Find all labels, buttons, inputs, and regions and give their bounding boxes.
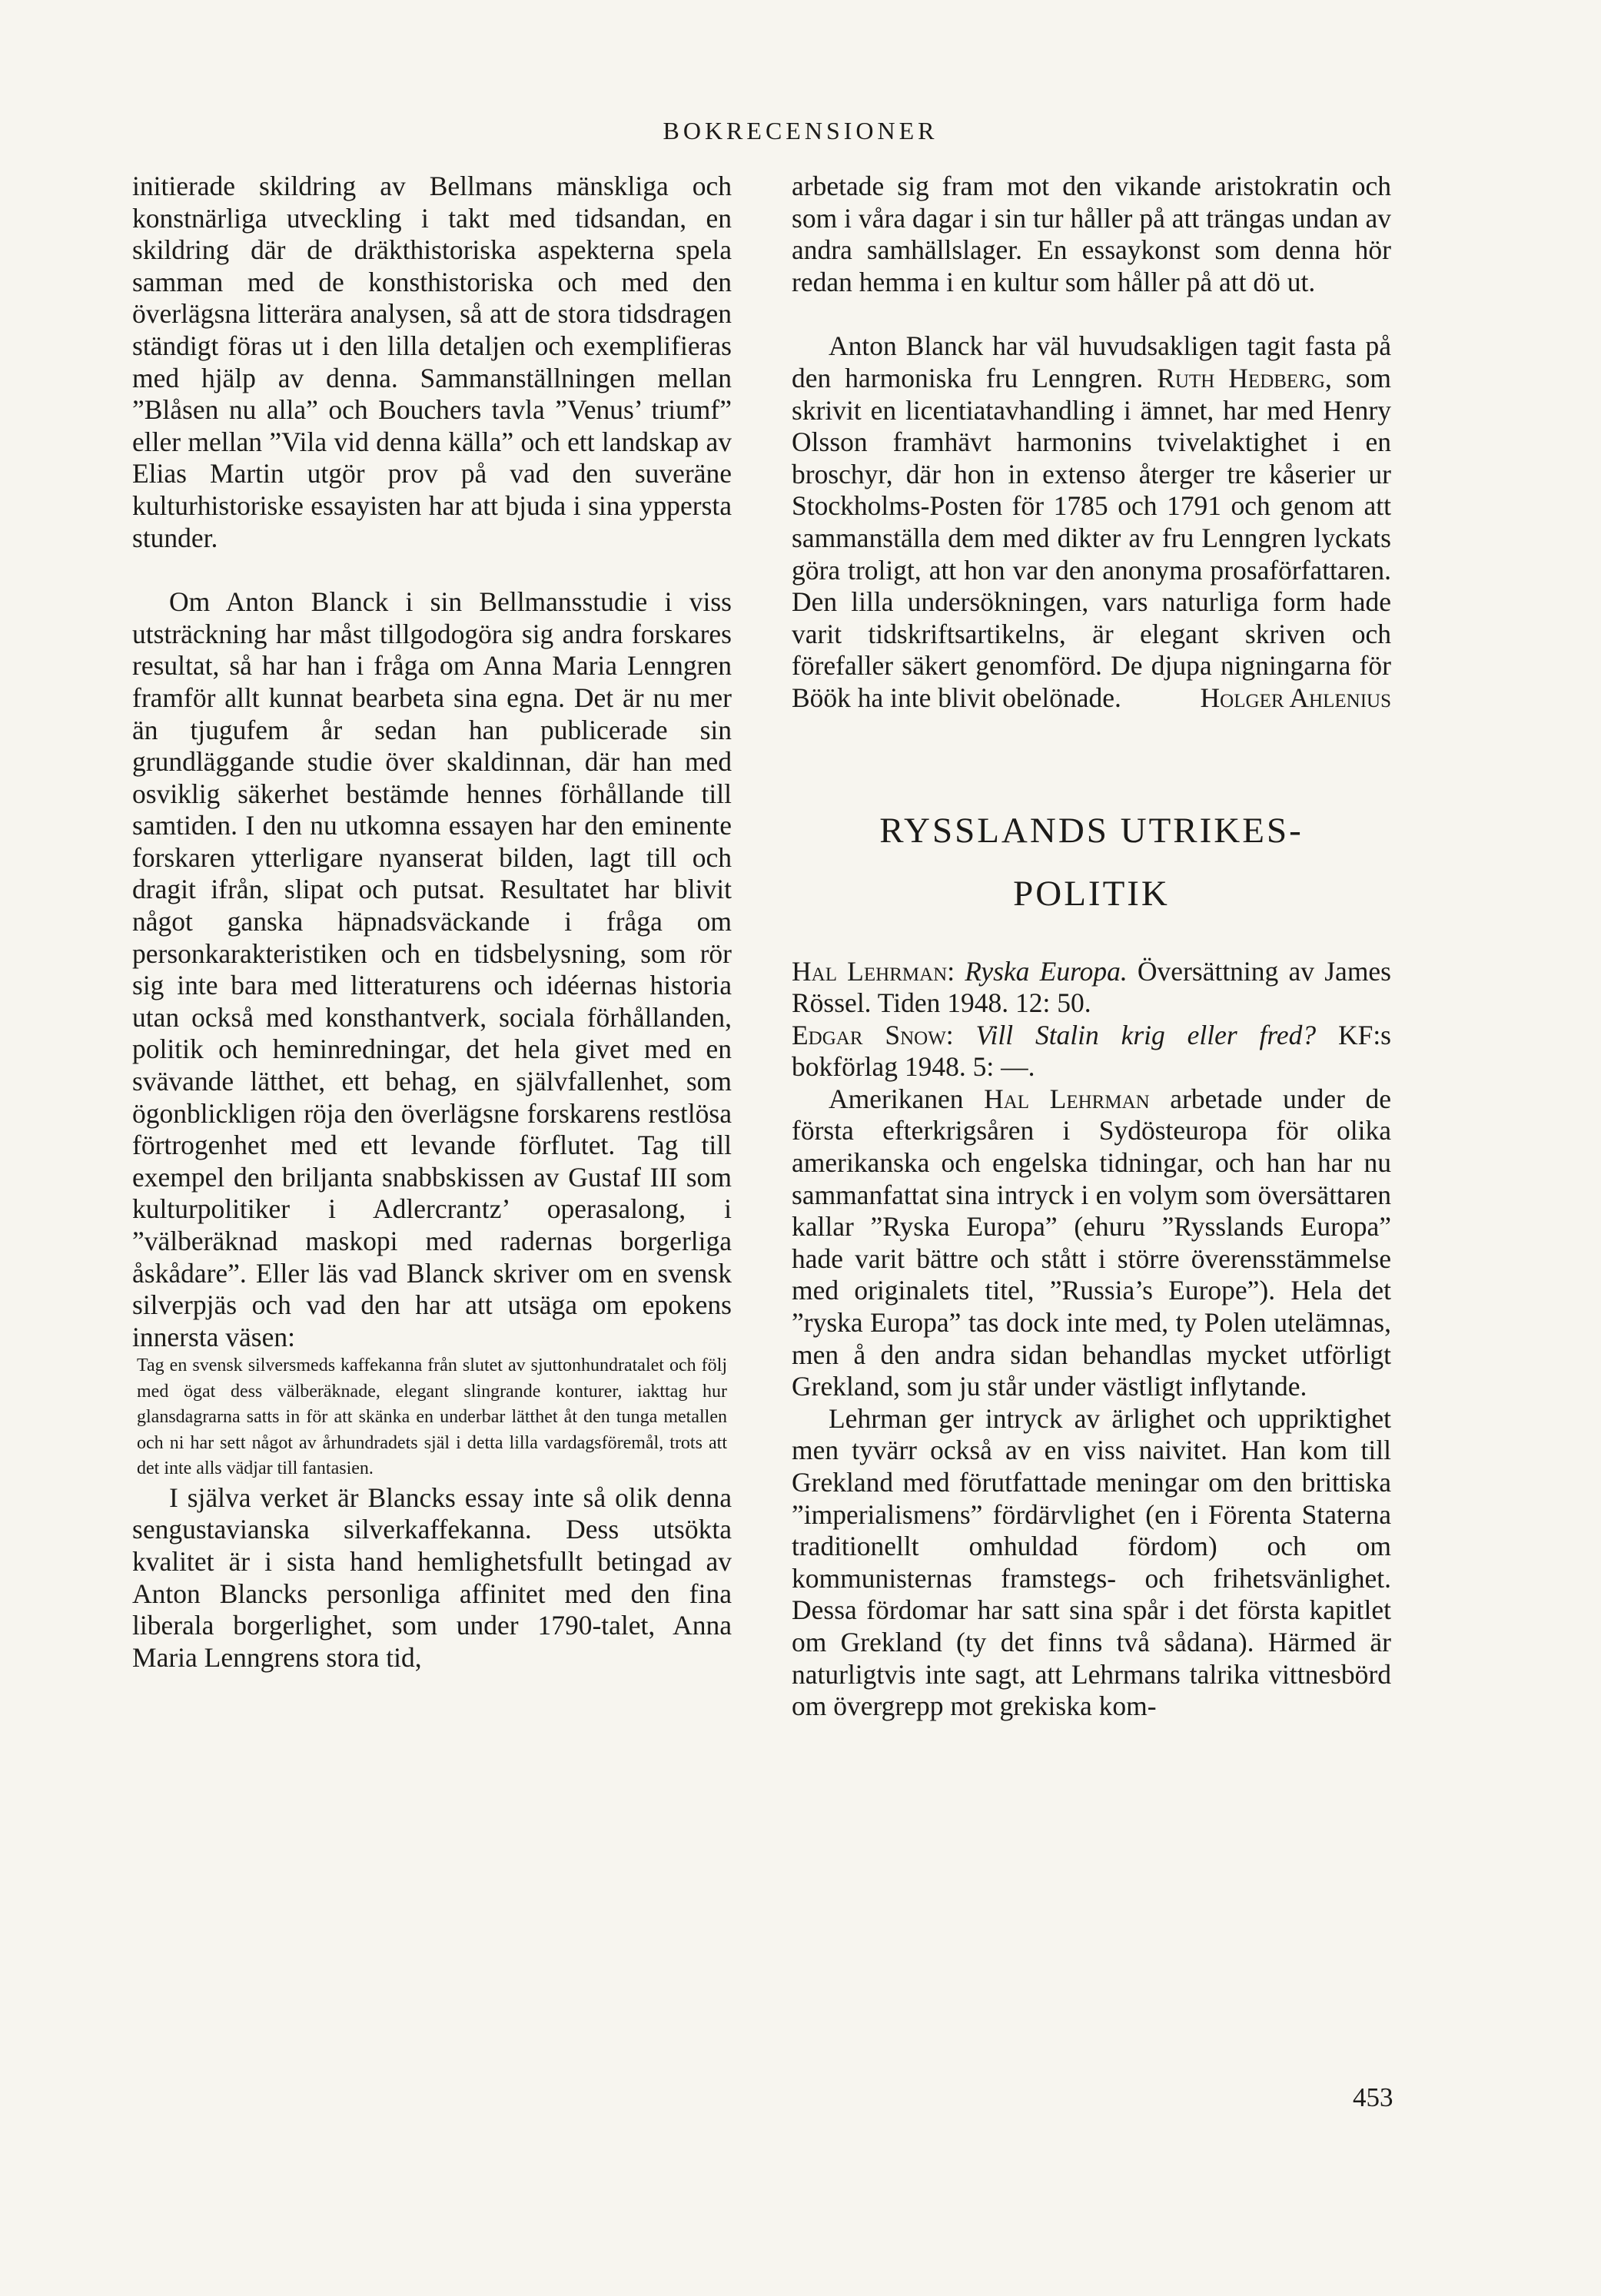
section-title-line: POLITIK xyxy=(1013,873,1170,914)
book-author: Edgar Snow xyxy=(792,1019,946,1050)
bibliographic-entry: Hal Lehrman: Ryska Europa. Översättning av James Rössel. Tiden 1948. 12: 50. xyxy=(792,955,1391,1019)
running-head: BOKRECENSIONER xyxy=(663,117,938,144)
book-title: Vill Stalin krig eller fred? xyxy=(975,1019,1317,1050)
section-title-line: RYSSLANDS UTRIKES- xyxy=(879,810,1304,851)
book-details: KF:s bokförlag 1948. 5: —. xyxy=(792,1019,1391,1083)
paragraph xyxy=(792,330,1391,714)
block-quote: Tag en svensk silversmeds kaffekanna från slutet av sjuttonhundratalet och följ med ögat dess välberäknade, elegant slingrande konturer, iakttag hur glansdagrarna satts in för att skänka en underbar lätthet åt den tunga metallen och ni har sett något av århundradets själ i detta lilla vardagsföremål, trots att det inte alls vädjar till fantasien. xyxy=(137,1355,727,1479)
page-number: 453 xyxy=(1353,2082,1393,2112)
bibliographic-entry: Edgar Snow: Vill Stalin krig eller fred? KF:s bokförlag 1948. 5: —. xyxy=(792,1019,1391,1083)
author-name: Hal Lehrman xyxy=(984,1083,1150,1114)
book-title: Ryska Europa. xyxy=(965,955,1128,987)
left-column xyxy=(132,171,732,1674)
paragraph-text: Anton Blanck har väl huvudsakligen tagit fasta på den harmoniska fru Lenngren. xyxy=(792,330,1391,393)
paragraph: initierade skildring av Bellmans mänskliga och konstnärliga utveckling i takt med tidsandan, en skildring där de dräkthistoriska aspekterna spela samman med de konsthistoriska och med den överlägsna litterära analysen, så att de stora tidsdragen ständigt föras ut i den lilla detaljen och exemplifieras med hjälp av denna. Sammanställningen mellan ”Blåsen nu alla” och Bouchers tavla ”Venus’ triumf” eller mellan ”Vila vid denna källa” och ett landskap av Elias Martin utgör prov på vad den suveräne kulturhistoriske essayisten har att bjuda i sina yppersta stunder. xyxy=(132,171,732,553)
paragraph-text: arbetade under de första efterkrigsåren i Sydösteuropa för olika amerikanska och engelska tidningar, och han har nu sammanfattat sina intryck i en volym som översättaren kallar ”Ryska Europa” (ehuru ”Rysslands Europa” hade varit bättre och stått i större överensstämmelse med originalets titel, ”Russia’s Europe”). Hela det ”ryska Europa” tas dock inte med, ty Polen utelämnas, men å den andra sidan behandlas mycket utförligt Grekland, som ju står under västligt inflytande. xyxy=(792,1083,1392,1402)
paragraph: arbetade sig fram mot den vikande aristokratin och som i våra dagar i sin tur håller på att trängas undan av andra samhällslager. En essaykonst som denna hör redan hemma i en kultur som håller på att dö ut. xyxy=(792,171,1391,297)
paragraph: Om Anton Blanck i sin Bellmansstudie i viss utsträckning har måst tillgodogöra sig andra forskares resultat, så har han i fråga om Anna Maria Lenngren framför allt kunnat bearbeta sina egna. Det är nu mer än tjugufem år sedan han publicerade sin grundläggande studie över skaldinnan, där han med osviklig säkerhet bestämde hennes förhållande till samtiden. I den nu utkomna essayen har den eminente forskaren ytterligare nyanserat bilden, lagt till och dragit ifrån, slipat och putsat. Resultatet har blivit något ganska häpnadsväckande i fråga om personkarakteristiken och en tidsbelysning, som rör sig inte bara med litteraturens och idéernas historia utan också med konsthantverk, sociala förhållanden, politik och heminredningar, det hela givet med en svävande lätthet, ett behag, en självfallenhet, som ögonblickligen röja den överlägsne forskarens restlösa förtrogenhet med ett levande förflutet. Tag till exempel den briljanta snabbskissen av Gustaf III som kulturpolitiker i Adlercrantz’ operasalong, i ”välberäknad maskopi med radernas borgerliga åskådare”. Eller läs vad Blanck skriver om en svensk silverpjäs och vad den har att utsäga om epokens innersta väsen: xyxy=(132,586,732,1352)
book-author: Hal Lehrman xyxy=(792,955,948,987)
review-signature: Holger Ahlenius xyxy=(1200,682,1391,713)
paragraph-text: Amerikanen xyxy=(829,1083,964,1114)
paragraph-text: , som skrivit en licentiatavhandling i ämnet, har med Henry Olsson framhävt harmonins tvivelaktighet i en broschyr, där hon in extenso återger tre kåserier ur Stockholms-Posten för 1785 och 1791 och genom att sammanställa dem med dikter av fru Lenngren lyckats göra troligt, att hon var den anonyma prosaförfattaren. Den lilla undersökningen, vars naturliga form hade varit tidskriftsartikelns, är elegant skriven och förefaller säkert genomförd. De djupa nigningarna för Böök ha inte blivit obelönade. xyxy=(792,362,1392,713)
right-column xyxy=(792,171,1391,1723)
paragraph xyxy=(792,1083,1391,1403)
author-name: Ruth Hedberg xyxy=(1157,362,1325,393)
paragraph: I själva verket är Blancks essay inte så olik denna sengustavianska silverkaffekanna. Dess utsökta kvalitet är i sista hand hemlighetsfullt betingad av Anton Blancks personliga affinitet med den fina liberala borgerlighet, som under 1790-talet, Anna Maria Lenngrens stora tid, xyxy=(132,1481,732,1673)
section-title xyxy=(792,799,1391,925)
paragraph: Lehrman ger intryck av ärlighet och uppriktighet men tyvärr också av en viss naivitet. Han kom till Grekland med förutfattade meningar om den brittiska ”imperialismens” fördärvlighet (en i Förenta Staterna traditionellt omhuldad fördom) och om kommunisternas framstegs- och frihetsvänlighet. Dessa fördomar har satt sina spår i det första kapitlet om Grekland (ty det finns två sådana). Härmed är naturligtvis inte sagt, att Lehrmans talrika vittnesbörd om övergrepp mot grekiska kom- xyxy=(792,1402,1391,1722)
book-details: Översättning av James Rössel. Tiden 1948. 12: 50. xyxy=(792,955,1391,1019)
